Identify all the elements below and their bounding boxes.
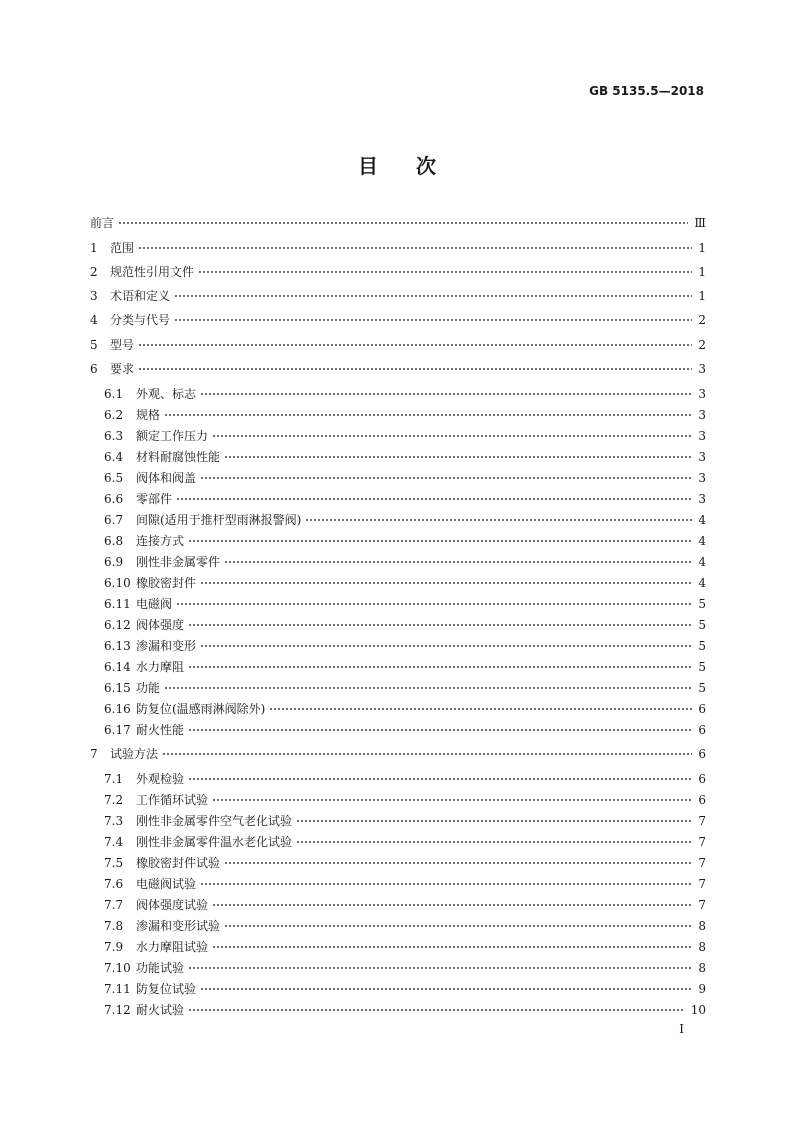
toc-entry-page: 5 bbox=[698, 660, 706, 674]
toc-entry-label: 渗漏和变形试验 bbox=[136, 919, 221, 933]
dot-leader bbox=[305, 515, 692, 525]
toc-entry-number: 6.17 bbox=[104, 723, 131, 737]
toc-entry-page: 2 bbox=[698, 338, 706, 352]
dot-leader bbox=[200, 984, 692, 994]
toc-entry-page: 1 bbox=[698, 241, 706, 255]
dot-leader bbox=[162, 749, 692, 759]
toc-entry-page: 7 bbox=[698, 835, 706, 849]
toc-entry-number: 6.5 bbox=[104, 471, 124, 485]
toc-entry-number: 7.10 bbox=[104, 961, 131, 975]
toc-entry-number: 6.11 bbox=[104, 597, 131, 611]
toc-entry-page: 4 bbox=[698, 555, 706, 569]
toc-entry-label: 刚性非金属零件 bbox=[136, 555, 221, 569]
toc-entry[interactable] bbox=[104, 427, 706, 445]
toc-entry-number: 6.7 bbox=[104, 513, 124, 527]
dot-leader bbox=[138, 364, 692, 374]
toc-entry-number: 6.6 bbox=[104, 492, 124, 506]
toc-entry[interactable] bbox=[104, 700, 706, 718]
toc-entry[interactable] bbox=[90, 214, 706, 232]
toc-entry-page: 7 bbox=[698, 898, 706, 912]
dot-leader bbox=[188, 774, 692, 784]
toc-entry-label: 要求 bbox=[110, 362, 135, 376]
toc-entry-number: 7.6 bbox=[104, 877, 124, 891]
toc-entry-label: 防复位(温感雨淋阀除外) bbox=[136, 702, 266, 716]
dot-leader bbox=[224, 921, 692, 931]
dot-leader bbox=[269, 704, 692, 714]
dot-leader bbox=[200, 578, 692, 588]
toc-entry-label: 外观、标志 bbox=[136, 387, 197, 401]
toc-entry-page: 5 bbox=[698, 639, 706, 653]
dot-leader bbox=[200, 879, 692, 889]
toc-entry-label: 渗漏和变形 bbox=[136, 639, 197, 653]
toc-entry-label: 范围 bbox=[110, 241, 135, 255]
dot-leader bbox=[200, 641, 692, 651]
toc-entry-page: 5 bbox=[698, 597, 706, 611]
toc-entry-page: 6 bbox=[698, 723, 706, 737]
toc-entry[interactable] bbox=[104, 1001, 706, 1019]
toc-entry-page: 3 bbox=[698, 492, 706, 506]
dot-leader bbox=[200, 389, 692, 399]
toc-entry[interactable] bbox=[104, 959, 706, 977]
toc-entry[interactable] bbox=[104, 770, 706, 788]
toc-entry-page: 4 bbox=[698, 534, 706, 548]
dot-leader bbox=[174, 315, 692, 325]
dot-leader bbox=[188, 725, 692, 735]
toc-entry-number: 7.7 bbox=[104, 898, 124, 912]
dot-leader bbox=[212, 942, 692, 952]
dot-leader bbox=[118, 218, 688, 228]
dot-leader bbox=[200, 473, 692, 483]
toc-entry-number: 6.10 bbox=[104, 576, 131, 590]
toc-entry-page: 5 bbox=[698, 681, 706, 695]
toc-entry[interactable] bbox=[104, 791, 706, 809]
toc-entry-label: 阀体和阀盖 bbox=[136, 471, 197, 485]
toc-entry-page: 6 bbox=[698, 772, 706, 786]
toc-entry[interactable] bbox=[104, 938, 706, 956]
toc-entry-page: 1 bbox=[698, 289, 706, 303]
toc-entry-label: 刚性非金属零件空气老化试验 bbox=[136, 814, 293, 828]
toc-entry-page: 3 bbox=[698, 362, 706, 376]
toc-entry-number: 7.1 bbox=[104, 772, 124, 786]
toc-entry-page: 3 bbox=[698, 450, 706, 464]
dot-leader bbox=[188, 963, 692, 973]
toc-entry-page: 8 bbox=[698, 919, 706, 933]
toc-entry-page: 8 bbox=[698, 940, 706, 954]
toc-entry-page: Ⅲ bbox=[694, 216, 706, 230]
toc-entry[interactable] bbox=[104, 875, 706, 893]
dot-leader bbox=[212, 795, 692, 805]
dot-leader bbox=[296, 816, 692, 826]
toc-entry-label: 零部件 bbox=[136, 492, 173, 506]
toc-entry-label: 连接方式 bbox=[136, 534, 185, 548]
toc-entry-label: 耐火试验 bbox=[136, 1003, 185, 1017]
toc-entry-label: 橡胶密封件 bbox=[136, 576, 197, 590]
dot-leader bbox=[212, 431, 692, 441]
dot-leader bbox=[188, 536, 692, 546]
toc-entry-label: 阀体强度试验 bbox=[136, 898, 209, 912]
toc-entry[interactable] bbox=[104, 595, 706, 613]
toc-entry-label: 水力摩阻试验 bbox=[136, 940, 209, 954]
dot-leader bbox=[138, 243, 692, 253]
toc-entry-label: 阀体强度 bbox=[136, 618, 185, 632]
toc-entry[interactable] bbox=[90, 311, 706, 329]
toc-entry-label: 电磁阀 bbox=[136, 597, 173, 611]
toc-entry-page: 6 bbox=[698, 793, 706, 807]
toc-entry[interactable] bbox=[104, 896, 706, 914]
toc-entry-label: 额定工作压力 bbox=[136, 429, 209, 443]
toc-entry-number: 7.5 bbox=[104, 856, 124, 870]
toc-entry-page: 6 bbox=[698, 747, 706, 761]
toc-entry-page: 10 bbox=[690, 1003, 706, 1017]
toc-entry-label: 前言 bbox=[90, 216, 115, 230]
toc-entry[interactable] bbox=[104, 532, 706, 550]
toc-entry[interactable] bbox=[104, 833, 706, 851]
toc-entry-page: 3 bbox=[698, 471, 706, 485]
toc-entry-number: 7.4 bbox=[104, 835, 124, 849]
toc-entry-page: 7 bbox=[698, 877, 706, 891]
toc-entry[interactable] bbox=[104, 511, 706, 529]
toc-entry[interactable] bbox=[104, 658, 706, 676]
toc-entry-page: 6 bbox=[698, 702, 706, 716]
toc-entry-page: 7 bbox=[698, 814, 706, 828]
toc-entry[interactable] bbox=[104, 637, 706, 655]
toc-entry-label: 分类与代号 bbox=[110, 313, 171, 327]
dot-leader bbox=[138, 340, 692, 350]
toc-entry[interactable] bbox=[104, 616, 706, 634]
toc-entry-number: 6.16 bbox=[104, 702, 131, 716]
dot-leader bbox=[164, 410, 692, 420]
dot-leader bbox=[164, 683, 692, 693]
toc-entry-label: 工作循环试验 bbox=[136, 793, 209, 807]
toc-entry-number: 7.12 bbox=[104, 1003, 131, 1017]
dot-leader bbox=[224, 858, 692, 868]
toc-entry-number: 6.9 bbox=[104, 555, 124, 569]
toc-entry[interactable] bbox=[90, 263, 706, 281]
toc-entry-number: 7.9 bbox=[104, 940, 124, 954]
toc-entry-page: 5 bbox=[698, 618, 706, 632]
toc-entry-label: 刚性非金属零件温水老化试验 bbox=[136, 835, 293, 849]
toc-entry[interactable] bbox=[90, 336, 706, 354]
toc-entry-page: 7 bbox=[698, 856, 706, 870]
toc-entry-label: 功能 bbox=[136, 681, 161, 695]
toc-entry[interactable] bbox=[90, 239, 706, 257]
toc-entry-number: 6.3 bbox=[104, 429, 124, 443]
toc-entry[interactable] bbox=[104, 385, 706, 403]
toc-entry-page: 3 bbox=[698, 429, 706, 443]
toc-entry-number: 3 bbox=[90, 289, 98, 303]
toc-entry-label: 电磁阀试验 bbox=[136, 877, 197, 891]
dot-leader bbox=[176, 494, 692, 504]
toc-entry-label: 防复位试验 bbox=[136, 982, 197, 996]
toc-entry-label: 间隙(适用于推杆型雨淋报警阀) bbox=[136, 513, 302, 527]
toc-entry-page: 9 bbox=[698, 982, 706, 996]
toc-entry[interactable] bbox=[104, 574, 706, 592]
toc-entry-label: 规格 bbox=[136, 408, 161, 422]
toc-entry-page: 3 bbox=[698, 408, 706, 422]
toc-entry[interactable] bbox=[104, 980, 706, 998]
toc-entry-number: 7.11 bbox=[104, 982, 131, 996]
dot-leader bbox=[212, 900, 692, 910]
toc-entry-page: 2 bbox=[698, 313, 706, 327]
toc-entry-label: 橡胶密封件试验 bbox=[136, 856, 221, 870]
toc-entry-number: 7.2 bbox=[104, 793, 124, 807]
dot-leader bbox=[296, 837, 692, 847]
toc-entry-number: 7.8 bbox=[104, 919, 124, 933]
toc-entry[interactable] bbox=[104, 448, 706, 466]
dot-leader bbox=[176, 599, 692, 609]
toc-entry-label: 试验方法 bbox=[110, 747, 159, 761]
toc-entry-page: 1 bbox=[698, 265, 706, 279]
toc-entry-number: 1 bbox=[90, 241, 98, 255]
toc-entry[interactable] bbox=[104, 679, 706, 697]
toc-entry-number: 7 bbox=[90, 747, 98, 761]
dot-leader bbox=[174, 291, 692, 301]
page-title: 目次 bbox=[358, 154, 474, 178]
toc-entry-number: 7.3 bbox=[104, 814, 124, 828]
toc-entry[interactable] bbox=[104, 854, 706, 872]
dot-leader bbox=[188, 1005, 685, 1015]
toc-entry[interactable] bbox=[90, 360, 706, 378]
dot-leader bbox=[188, 662, 692, 672]
toc-entry-number: 5 bbox=[90, 338, 98, 352]
dot-leader bbox=[188, 620, 692, 630]
toc-entry-page: 4 bbox=[698, 576, 706, 590]
toc-entry[interactable] bbox=[104, 469, 706, 487]
toc-entry-page: 8 bbox=[698, 961, 706, 975]
toc-entry-number: 6.8 bbox=[104, 534, 124, 548]
toc-entry-number: 6.12 bbox=[104, 618, 131, 632]
toc-entry-label: 功能试验 bbox=[136, 961, 185, 975]
dot-leader bbox=[224, 557, 692, 567]
footer-page-number: I bbox=[679, 1022, 684, 1036]
toc-entry[interactable] bbox=[104, 721, 706, 739]
toc-entry-number: 6.14 bbox=[104, 660, 131, 674]
toc-entry[interactable] bbox=[104, 917, 706, 935]
toc-entry-label: 耐火性能 bbox=[136, 723, 185, 737]
toc-entry[interactable] bbox=[90, 745, 706, 763]
toc-entry-number: 6.4 bbox=[104, 450, 124, 464]
toc-entry[interactable] bbox=[90, 287, 706, 305]
toc-entry[interactable] bbox=[104, 406, 706, 424]
toc-entry-page: 4 bbox=[698, 513, 706, 527]
toc-entry[interactable] bbox=[104, 553, 706, 571]
dot-leader bbox=[198, 267, 692, 277]
dot-leader bbox=[224, 452, 692, 462]
toc-entry-number: 6.15 bbox=[104, 681, 131, 695]
toc-entry-label: 术语和定义 bbox=[110, 289, 171, 303]
toc-entry-label: 材料耐腐蚀性能 bbox=[136, 450, 221, 464]
standard-code: GB 5135.5—2018 bbox=[589, 84, 704, 98]
toc-entry-page: 3 bbox=[698, 387, 706, 401]
toc-entry[interactable] bbox=[104, 812, 706, 830]
toc-entry-number: 6.13 bbox=[104, 639, 131, 653]
toc-entry-number: 2 bbox=[90, 265, 98, 279]
toc-entry-number: 6.2 bbox=[104, 408, 124, 422]
toc-entry-number: 6.1 bbox=[104, 387, 124, 401]
toc-entry-label: 规范性引用文件 bbox=[110, 265, 195, 279]
toc-entry-number: 4 bbox=[90, 313, 98, 327]
toc-entry-label: 外观检验 bbox=[136, 772, 185, 786]
toc-entry-label: 型号 bbox=[110, 338, 135, 352]
toc-entry[interactable] bbox=[104, 490, 706, 508]
toc-entry-label: 水力摩阻 bbox=[136, 660, 185, 674]
toc-entry-number: 6 bbox=[90, 362, 98, 376]
